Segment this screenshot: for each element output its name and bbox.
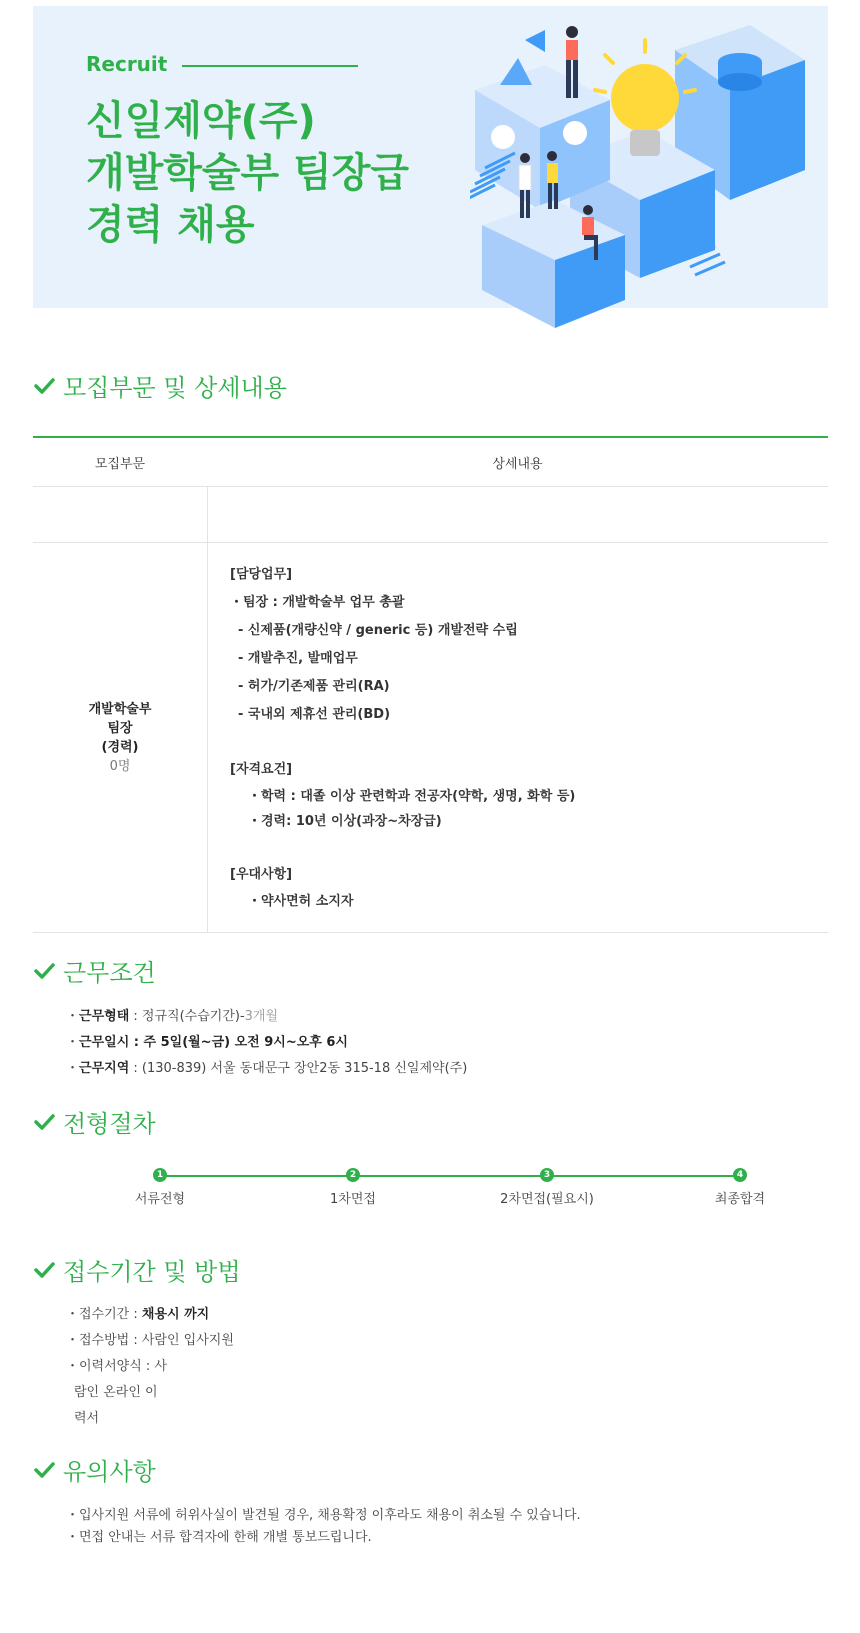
header-detail: 상세내용 [492, 456, 543, 472]
section-title-text: 전형절차 [63, 1110, 156, 1138]
condition-value: : (130-839) 서울 동대문구 장안2동 315-18 신일제약(주) [129, 1061, 468, 1076]
header-dept: 모집부문 [94, 456, 146, 472]
duty-item: - 개발추진, 발매업무 [238, 651, 358, 666]
title-line: 개발학술부 팀장급 [86, 150, 410, 196]
condition-extra: 3개월 [244, 1009, 279, 1024]
step-label: 1차면접 [330, 1192, 376, 1207]
duty-item: - 국내외 제휴선 관리(BD) [238, 707, 391, 722]
section-title-text: 유의사항 [63, 1458, 156, 1486]
list-item: ・면접 안내는 서류 합격자에 한해 개별 통보드립니다. [66, 1530, 372, 1545]
duty-item: - 허가/기존제품 관리(RA) [238, 679, 390, 694]
dept-count: 0명 [109, 758, 131, 774]
step-number: 4 [733, 1168, 747, 1182]
section-title-notes [33, 1452, 156, 1487]
list-item: 력서 [74, 1411, 100, 1426]
list-item: ・접수방법 : 사람인 입사지원 [66, 1333, 234, 1348]
section-title-recruit [33, 368, 287, 403]
table-row [33, 487, 828, 543]
recruit-table [33, 436, 828, 933]
list-item: ・근무지역 : (130-839) 서울 동대문구 장안2동 315-18 신일제약(주) [66, 1061, 468, 1076]
hero-label: Recruit [86, 52, 168, 76]
condition-value: : 정규직(수습기간)- [129, 1009, 245, 1024]
step-label: 2차면접(필요시) [500, 1192, 594, 1207]
condition-label: 근무일시 [79, 1035, 130, 1050]
qual-item: ・학력 : 대졸 이상 관련학과 전공자(약학, 생명, 화학 등) [248, 789, 576, 804]
apply-list [66, 1302, 234, 1432]
duty-item: ・팀장 : 개발학술부 업무 총괄 [230, 595, 405, 610]
notes-list [66, 1505, 581, 1549]
check-icon [33, 960, 55, 982]
process-step [293, 1168, 413, 1207]
qual-title: [자격요건] [230, 762, 293, 777]
step-label: 최종합격 [714, 1192, 766, 1207]
dept-cell [33, 543, 208, 932]
step-number: 2 [346, 1168, 360, 1182]
condition-label: 근무지역 [79, 1061, 130, 1076]
section-title-text: 접수기간 및 방법 [63, 1258, 241, 1286]
apply-label: ・접수기간 : [66, 1307, 142, 1322]
section-title-conditions [33, 953, 156, 988]
dept-position: 팀장 [107, 720, 133, 736]
list-item [66, 1302, 234, 1328]
section-title-text: 근무조건 [63, 959, 156, 987]
title-line: 신일제약(주) [86, 98, 316, 144]
list-item: ・근무일시 : 주 5일(월~금) 오전 9시~오후 6시 [66, 1035, 348, 1050]
duties-title: [담당업무] [230, 567, 293, 582]
empty-cell [208, 487, 828, 542]
page-title [86, 95, 446, 251]
process-step [100, 1168, 220, 1207]
check-icon [33, 375, 55, 397]
dept-name: 개발학술부 [88, 701, 152, 717]
step-number: 1 [153, 1168, 167, 1182]
qual-item: ・경력: 10년 이상(과장~차장급) [248, 814, 442, 829]
section-title-text: 모집부문 및 상세내용 [63, 374, 287, 402]
check-icon [33, 1459, 55, 1481]
table-header [33, 438, 828, 487]
duty-item: - 신제품(개량신약 / generic 등) 개발전략 수립 [238, 623, 518, 638]
empty-cell [33, 487, 208, 542]
process-step [680, 1168, 800, 1207]
table-row [33, 543, 828, 933]
list-item: ・이력서양식 : 사 [66, 1359, 167, 1374]
pref-item: ・약사면허 소지자 [248, 894, 354, 909]
conditions-list [66, 1004, 467, 1082]
pref-title: [우대사항] [230, 867, 293, 882]
check-icon [33, 1259, 55, 1281]
title-line: 경력 채용 [86, 202, 255, 248]
condition-value: : 주 5일(월~금) 오전 9시~오후 6시 [129, 1035, 348, 1050]
list-item: 람인 온라인 이 [74, 1385, 158, 1400]
section-title-apply [33, 1252, 241, 1287]
detail-cell [208, 543, 828, 932]
dept-type: (경력) [101, 739, 139, 755]
hero-illustration [470, 10, 840, 340]
condition-label: 근무형태 [79, 1009, 130, 1024]
step-number: 3 [540, 1168, 554, 1182]
apply-value: 채용시 까지 [141, 1307, 210, 1322]
step-label: 서류전형 [134, 1192, 186, 1207]
check-icon [33, 1111, 55, 1133]
hero-divider [182, 65, 358, 67]
section-title-process [33, 1104, 156, 1139]
process-steps [130, 1168, 770, 1208]
list-item: ・입사지원 서류에 허위사실이 발견될 경우, 채용확정 이후라도 채용이 취소될 수 있습니다. [66, 1508, 581, 1523]
process-step [487, 1168, 607, 1207]
process-line [160, 1175, 740, 1177]
list-item: ・근무형태 : 정규직(수습기간)-3개월 [66, 1009, 279, 1024]
